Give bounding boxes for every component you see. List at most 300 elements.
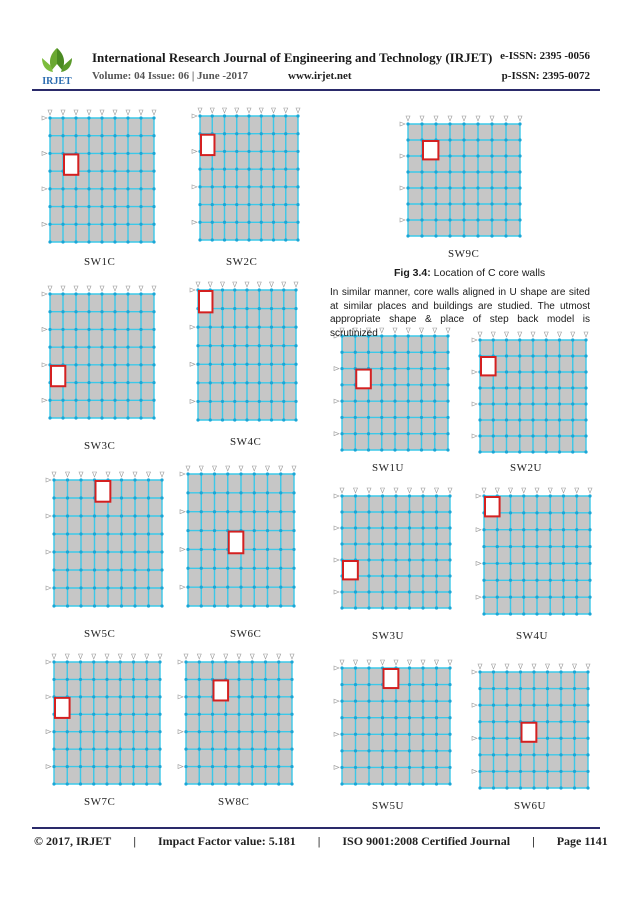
journal-title: International Research Journal of Engineering and Technology (IRJET) [92,50,493,65]
grid-node [435,510,438,513]
grid-node [284,132,287,135]
grid-node [87,170,90,173]
grid-node [294,381,297,384]
grid-node [435,766,438,769]
grid-node [106,568,109,571]
grid-node [354,432,357,435]
plan-grid-sw9c [396,112,532,240]
grid-node [492,687,495,690]
grid-node [518,354,521,357]
grid-node [505,370,508,373]
support-marker-icon [152,110,156,115]
grid-node [282,288,285,291]
support-marker-icon [435,660,439,665]
plan-grid-sw4c [186,278,308,424]
grid-node [559,704,562,707]
grid-node [87,187,90,190]
grid-node [519,687,522,690]
grid-node [448,218,451,221]
grid-node [213,567,216,570]
grid-node [571,354,574,357]
grid-node [290,782,293,785]
grid-node [247,221,250,224]
grid-node [586,670,589,673]
grid-node [92,782,95,785]
grid-node [559,737,562,740]
grid-node [381,716,384,719]
grid-node [448,606,451,609]
grid-node [120,568,123,571]
grid-node [119,678,122,681]
support-marker-icon [74,110,78,115]
grid-node [139,292,142,295]
grid-node [340,367,343,370]
grid-node [87,134,90,137]
grid-node [66,478,69,481]
grid-node [478,434,481,437]
grid-node [407,432,410,435]
grid-node [52,660,55,663]
grid-node [211,765,214,768]
grid-node [421,542,424,545]
grid-node [132,660,135,663]
grid-node [571,434,574,437]
grid-node [367,510,370,513]
grid-node [87,363,90,366]
grid-node [184,713,187,716]
support-marker-icon [180,547,185,551]
grid-node [66,550,69,553]
grid-node [100,240,103,243]
grid-node [147,496,150,499]
grid-node [92,748,95,751]
support-marker-icon [476,116,480,121]
support-marker-icon [381,660,385,665]
grid-node [48,187,51,190]
support-marker-icon [87,110,91,115]
grid-node [420,448,423,451]
support-marker-icon [210,108,214,113]
grid-node [264,713,267,716]
grid-node [245,400,248,403]
grid-node [408,606,411,609]
support-marker-icon [367,488,371,493]
grid-node [294,363,297,366]
grid-node [251,730,254,733]
grid-node [408,558,411,561]
grid-node [571,450,574,453]
support-marker-icon [259,108,263,113]
grid-node [79,713,82,716]
grid-node [145,782,148,785]
support-marker-icon [257,282,261,287]
grid-node [532,786,535,789]
grid-node [562,545,565,548]
grid-node [61,223,64,226]
grid-node [133,532,136,535]
grid-node [421,590,424,593]
grid-node [120,478,123,481]
support-marker-icon [334,590,339,594]
support-marker-icon [492,664,496,669]
support-marker-icon [282,282,286,287]
plan-grid-sw8c [174,650,304,788]
grid-node [354,526,357,529]
grid-node [562,612,565,615]
grid-node [260,221,263,224]
grid-node [535,528,538,531]
grid-node [434,202,437,205]
grid-node [340,351,343,354]
grid-node [575,579,578,582]
support-marker-icon [126,110,130,115]
grid-node [74,381,77,384]
support-marker-icon [178,695,183,699]
grid-node [223,203,226,206]
grid-node [152,381,155,384]
support-marker-icon [296,108,300,113]
grid-node [559,770,562,773]
grid-node [393,367,396,370]
grid-node [253,567,256,570]
grid-node [573,704,576,707]
page-header [0,0,638,100]
grid-node [160,496,163,499]
grid-node [61,187,64,190]
grid-node [266,472,269,475]
grid-node [367,666,370,669]
grid-node [504,186,507,189]
grid-node [120,550,123,553]
grid-node [478,687,481,690]
grid-node [132,765,135,768]
grid-node [380,400,383,403]
support-marker-icon [279,466,283,471]
grid-node [420,218,423,221]
grid-node [87,292,90,295]
footer-rule [32,827,600,829]
grid-node [546,786,549,789]
grid-node [126,292,129,295]
grid-node [247,114,250,117]
grid-node [145,713,148,716]
grid-node [421,683,424,686]
core-wall [481,357,496,375]
grid-node [558,450,561,453]
eissn: e-ISSN: 2395 -0056 [500,50,590,62]
grid-node [435,590,438,593]
grid-node [100,152,103,155]
grid-node [492,418,495,421]
grid-node [158,782,161,785]
grid-node [435,749,438,752]
grid-node [106,604,109,607]
support-marker-icon [190,288,195,292]
grid-node [549,545,552,548]
grid-node [462,234,465,237]
grid-node [152,223,155,226]
support-marker-icon [250,654,254,659]
grid-node [260,185,263,188]
support-marker-icon [42,116,47,120]
grid-node [446,367,449,370]
grid-node [448,574,451,577]
grid-node [367,351,370,354]
grid-node [505,753,508,756]
grid-node [435,558,438,561]
grid-node [132,748,135,751]
grid-node [100,328,103,331]
grid-node [546,720,549,723]
support-marker-icon [106,472,110,477]
grid-node [549,528,552,531]
grid-node [209,418,212,421]
grid-node [79,748,82,751]
support-marker-icon [518,116,522,121]
grid-node [482,528,485,531]
grid-node [160,532,163,535]
grid-node [66,604,69,607]
grid-node [588,528,591,531]
grid-node [235,238,238,241]
grid-node [237,660,240,663]
grid-node [496,562,499,565]
grid-node [292,604,295,607]
support-marker-icon [224,654,228,659]
grid-node [247,150,250,153]
grid-node [296,185,299,188]
grid-node [226,491,229,494]
grid-node [66,568,69,571]
support-marker-icon [504,116,508,121]
grid-node [272,132,275,135]
grid-node [448,558,451,561]
grid-node [61,205,64,208]
grid-node [279,510,282,513]
grid-node [496,612,499,615]
grid-node [279,567,282,570]
grid-node [558,402,561,405]
grid-node [113,116,116,119]
grid-node [406,154,409,157]
panel-label: SW5U [372,800,404,812]
grid-node [573,786,576,789]
grid-node [93,586,96,589]
grid-node [132,695,135,698]
grid-node [221,400,224,403]
grid-node [535,545,538,548]
grid-node [74,134,77,137]
grid-node [584,402,587,405]
grid-node [105,713,108,716]
grid-node [139,116,142,119]
grid-node [139,328,142,331]
grid-node [478,704,481,707]
support-marker-icon [270,282,274,287]
support-marker-icon [118,654,122,659]
grid-node [100,187,103,190]
grid-node [407,351,410,354]
support-marker-icon [178,660,183,664]
support-marker-icon [46,550,51,554]
grid-node [284,203,287,206]
grid-node [184,782,187,785]
grid-node [380,367,383,370]
grid-node [504,122,507,125]
grid-node [435,574,438,577]
grid-node [87,240,90,243]
grid-node [93,604,96,607]
grid-node [354,606,357,609]
website-link[interactable]: www.irjet.net [288,70,352,82]
grid-node [100,399,103,402]
grid-node [284,221,287,224]
grid-node [408,542,411,545]
support-marker-icon [160,472,164,477]
support-marker-icon [79,472,83,477]
grid-node [448,122,451,125]
grid-node [92,678,95,681]
grid-node [340,400,343,403]
support-marker-icon [208,282,212,287]
support-marker-icon [292,466,296,471]
support-marker-icon [406,116,410,121]
support-marker-icon [573,664,577,669]
grid-node [113,134,116,137]
grid-node [340,749,343,752]
grid-node [434,234,437,237]
grid-node [408,590,411,593]
grid-node [559,753,562,756]
grid-node [532,704,535,707]
grid-node [209,381,212,384]
plan-grid-sw3c [38,282,166,422]
support-marker-icon [190,399,195,403]
grid-node [247,238,250,241]
grid-node [100,381,103,384]
panel-label: SW3U [372,630,404,642]
grid-node [340,416,343,419]
grid-node [211,748,214,751]
grid-node [126,170,129,173]
grid-node [145,678,148,681]
support-marker-icon [448,660,452,665]
grid-node [394,590,397,593]
grid-node [152,170,155,173]
grid-node [381,494,384,497]
grid-node [584,386,587,389]
grid-node [223,238,226,241]
support-marker-icon [394,660,398,665]
grid-node [211,713,214,716]
grid-node [562,579,565,582]
grid-node [133,568,136,571]
grid-node [296,203,299,206]
grid-node [448,510,451,513]
grid-node [522,511,525,514]
grid-node [588,579,591,582]
grid-node [139,416,142,419]
grid-node [196,400,199,403]
grid-node [575,528,578,531]
grid-node [408,749,411,752]
support-marker-icon [184,654,188,659]
support-marker-icon [284,108,288,113]
support-marker-icon [519,664,523,669]
grid-node [152,346,155,349]
grid-node [139,134,142,137]
grid-node [270,400,273,403]
grid-node [251,660,254,663]
support-marker-icon [213,466,217,471]
grid-node [575,494,578,497]
grid-node [221,307,224,310]
grid-node [74,346,77,349]
grid-node [448,700,451,703]
grid-node [211,168,214,171]
grid-node [221,418,224,421]
grid-node [211,238,214,241]
grid-node [586,786,589,789]
grid-node [132,782,135,785]
grid-node [446,432,449,435]
grid-node [48,292,51,295]
grid-node [535,596,538,599]
grid-node [354,716,357,719]
grid-node [52,568,55,571]
support-marker-icon [532,664,536,669]
support-marker-icon [178,765,183,769]
grid-node [367,494,370,497]
grid-node [290,730,293,733]
grid-node [196,363,199,366]
grid-node [226,586,229,589]
grid-node [237,695,240,698]
support-marker-icon [472,402,477,406]
support-marker-icon [509,488,513,493]
grid-node [505,770,508,773]
grid-node [435,606,438,609]
grid-node [266,548,269,551]
grid-node [408,700,411,703]
grid-node [126,310,129,313]
support-marker-icon [575,488,579,493]
grid-node [573,687,576,690]
panel-label: SW3C [84,440,116,452]
grid-node [518,370,521,373]
support-marker-icon [87,286,91,291]
grid-node [381,574,384,577]
grid-node [233,307,236,310]
grid-node [518,202,521,205]
support-marker-icon [178,730,183,734]
grid-node [394,782,397,785]
grid-node [120,604,123,607]
grid-node [531,418,534,421]
grid-node [152,152,155,155]
plan-grid-sw5c [42,468,174,610]
grid-node [448,749,451,752]
grid-node [546,737,549,740]
grid-node [209,363,212,366]
grid-node [531,370,534,373]
panel-label: SW2C [226,256,258,268]
grid-node [490,122,493,125]
support-marker-icon [266,466,270,471]
grid-node [66,730,69,733]
grid-node [126,416,129,419]
support-marker-icon [46,730,51,734]
